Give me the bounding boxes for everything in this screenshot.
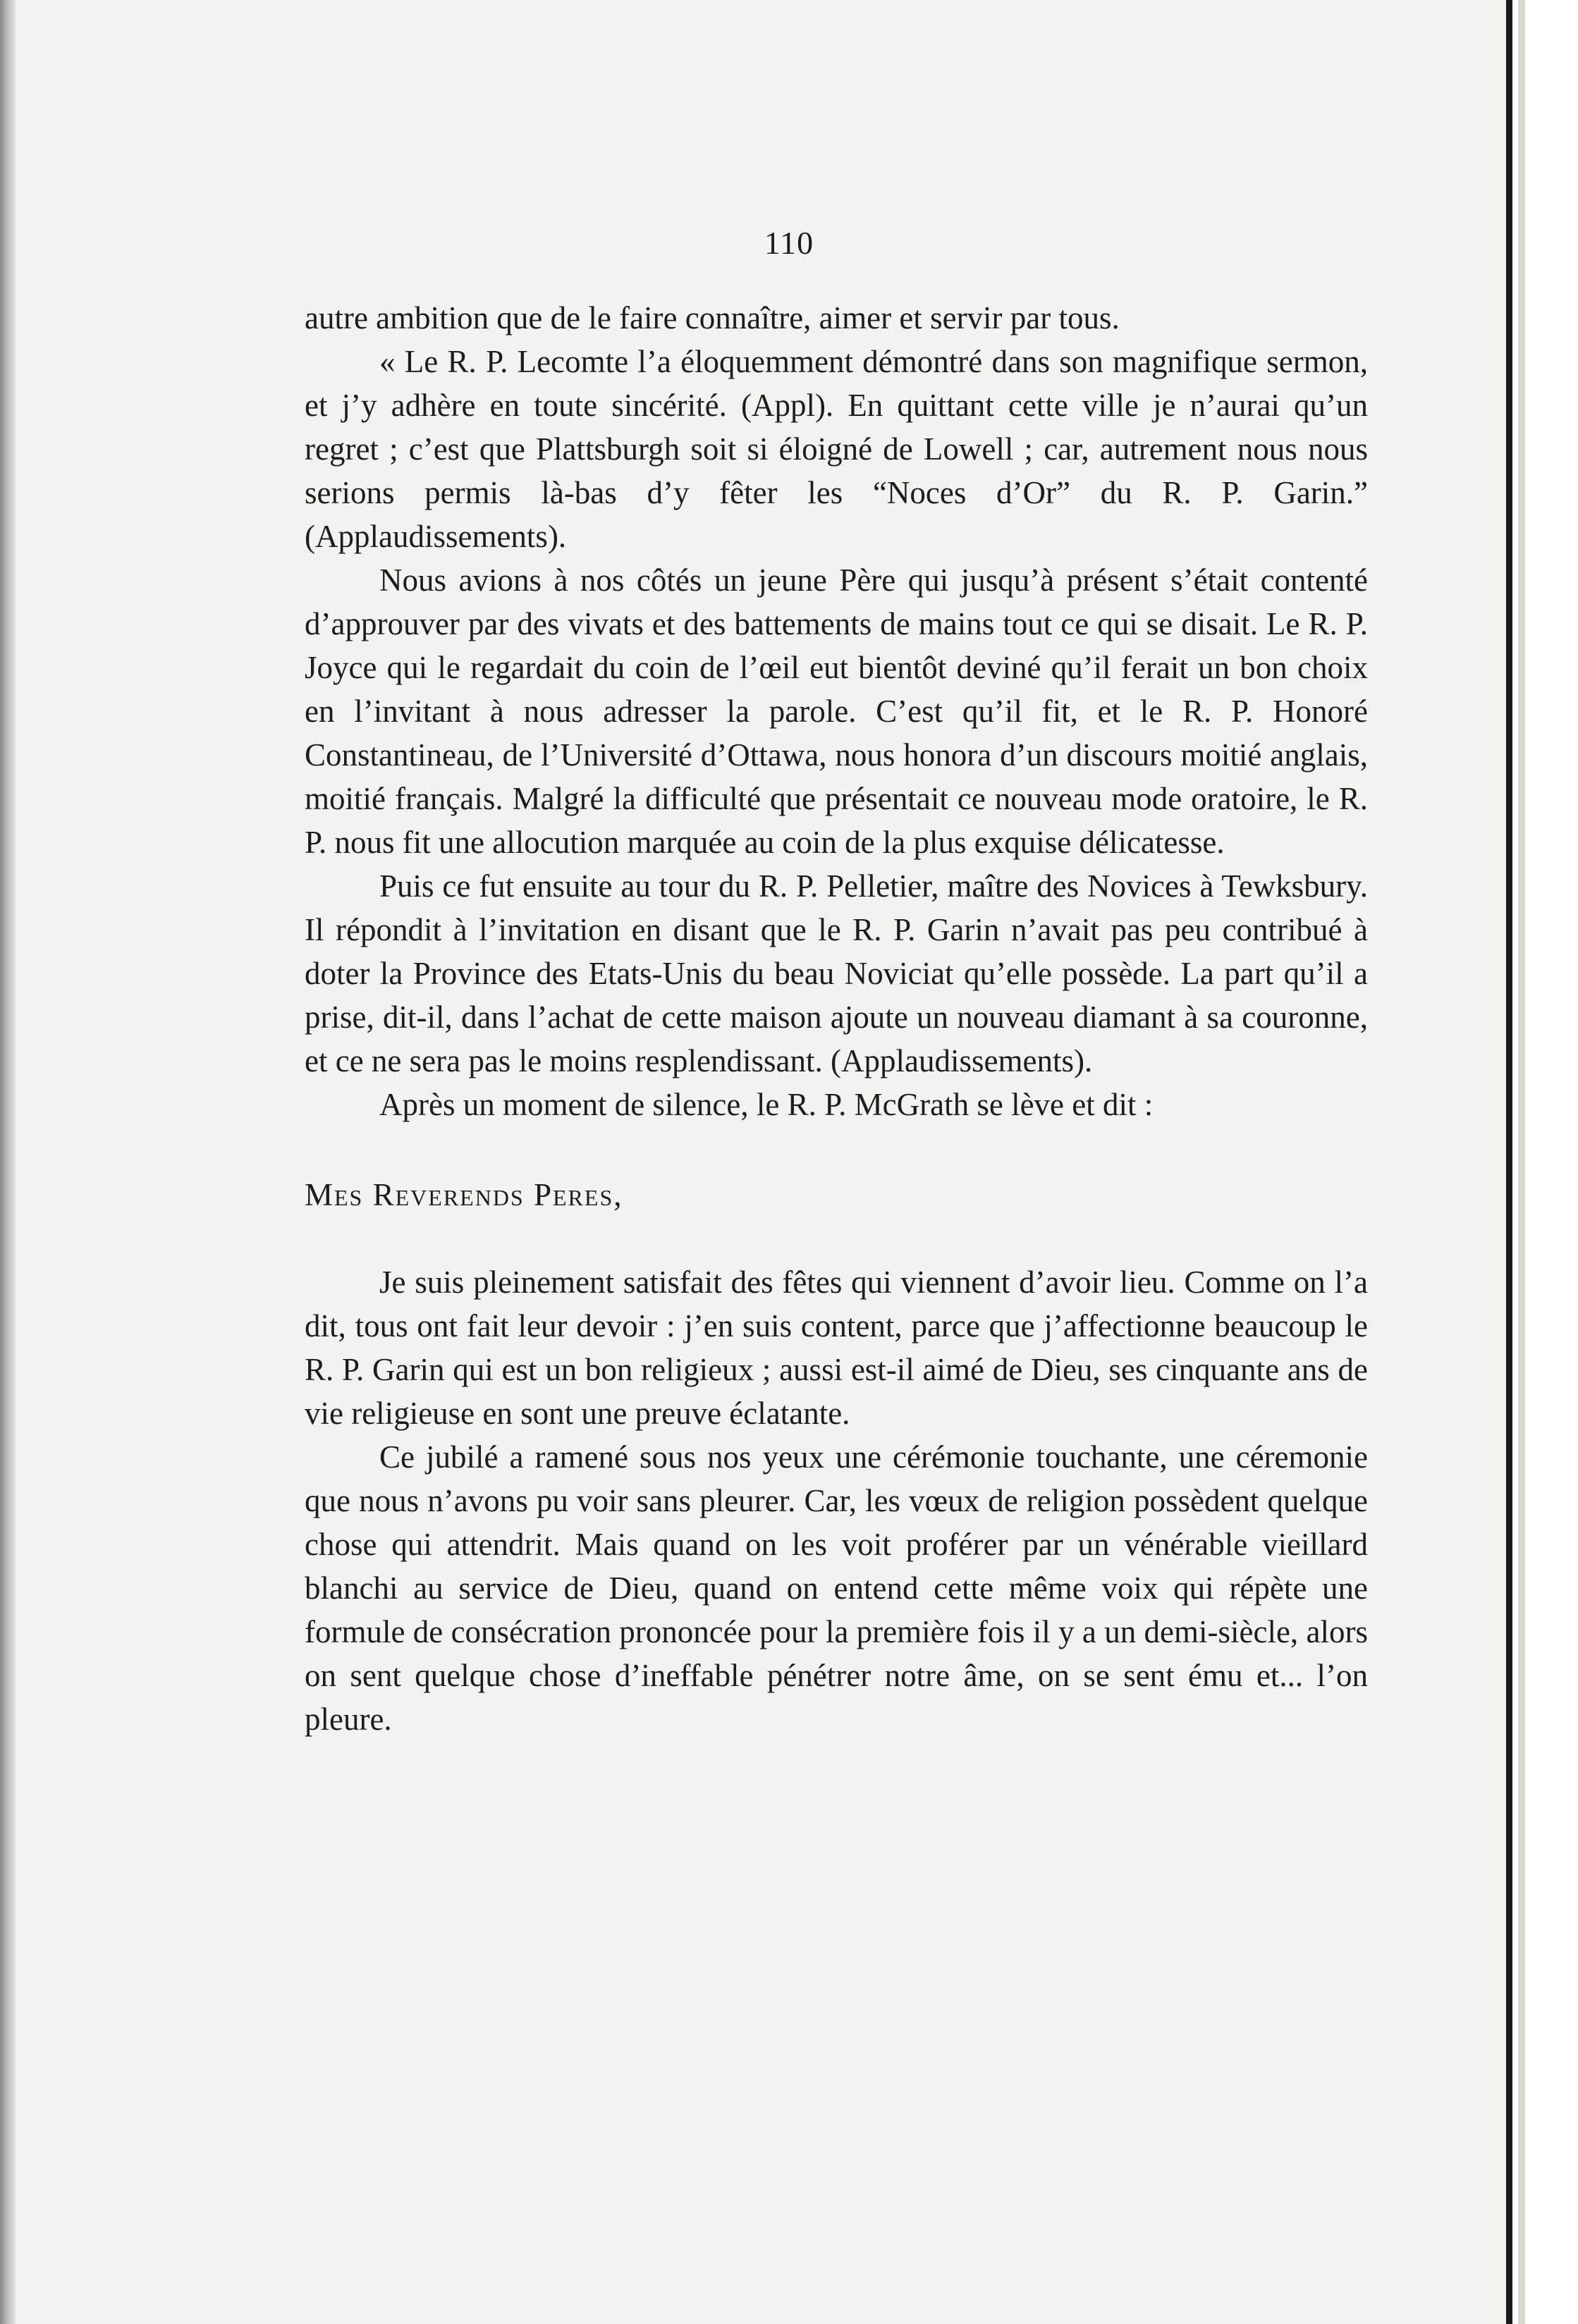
paragraph: Nous avions à nos côtés un jeune Père qui jusqu’à présent s’était contenté d’approuver par des vivats et des battements de mains tout ce qui se disait. Le R. P. Joyce qui le regardait du coin de l’œil eut bientôt deviné qu’il ferait un bon choix en l’invitant à nous adresser la parole. C’est qu’il fit, et le R. P. Honoré Constantineau, de l’Université d’Ottawa, nous honora d’un discours moitié anglais, moitié français. Malgré la difficulté que présentait ce nouveau mode oratoire, le R. P. nous fit une allocution marquée au coin de la plus exquise délicatesse. [305, 562, 1368, 860]
page-left-shadow [0, 0, 16, 2324]
paragraph: autre ambition que de le faire connaître, aimer et servir par tous. [305, 300, 1120, 336]
paragraph: Puis ce fut ensuite au tour du R. P. Pelletier, maître des Novices à Tewksbury. Il répondit à l’invitation en disant que le R. P. Garin n’avait pas peu contribué à doter la Province des Etats-Unis du beau Noviciat qu’elle possède. La part qu’il a prise, dit-il, dans l’achat de cette maison ajoute un nouveau diamant à sa couronne, et ce ne sera pas le moins resplendissant. (Applaudissements). [305, 868, 1368, 1078]
paragraph: Après un moment de silence, le R. P. McGrath se lève et dit : [379, 1087, 1154, 1122]
page-body [305, 296, 1368, 1741]
paragraph: Je suis pleinement satisfait des fêtes qui viennent d’avoir lieu. Comme on l’a dit, tous ont fait leur devoir : j’en suis content, parce que j’affectionne beaucoup le R. P. Garin qui est un bon religieux ; aussi est-il aimé de Dieu, ses cinquante ans de vie religieuse en sont une preuve éclatante. [305, 1265, 1368, 1431]
paragraph: « Le R. P. Lecomte l’a éloquemment démontré dans son magnifique sermon, et j’y adhère en toute sincérité. (Appl). En quittant cette ville je n’aurai qu’un regret ; c’est que Plattsburgh soit si éloigné de Lowell ; car, autrement nous nous serions permis là-bas d’y fêter les “Noces d’Or” du R. P. Garin.” (Applaudissements). [305, 344, 1368, 554]
page-right-border [1506, 0, 1578, 2324]
salutation: Mes Reverends Peres, [305, 1177, 623, 1212]
page-number: 110 [764, 225, 814, 261]
paragraph: Ce jubilé a ramené sous nos yeux une cérémonie touchante, une céremonie que nous n’avons pu voir sans pleurer. Car, les vœux de religion possèdent quelque chose qui attendrit. Mais quand on les voit proférer par un vénérable vieillard blanchi au service de Dieu, quand on entend cette même voix qui répète une formule de consécration prononcée pour la première fois il y a un demi-siècle, alors on sent quelque chose d’ineffable pénétrer notre âme, on se sent ému et... l’on pleure. [305, 1439, 1368, 1737]
